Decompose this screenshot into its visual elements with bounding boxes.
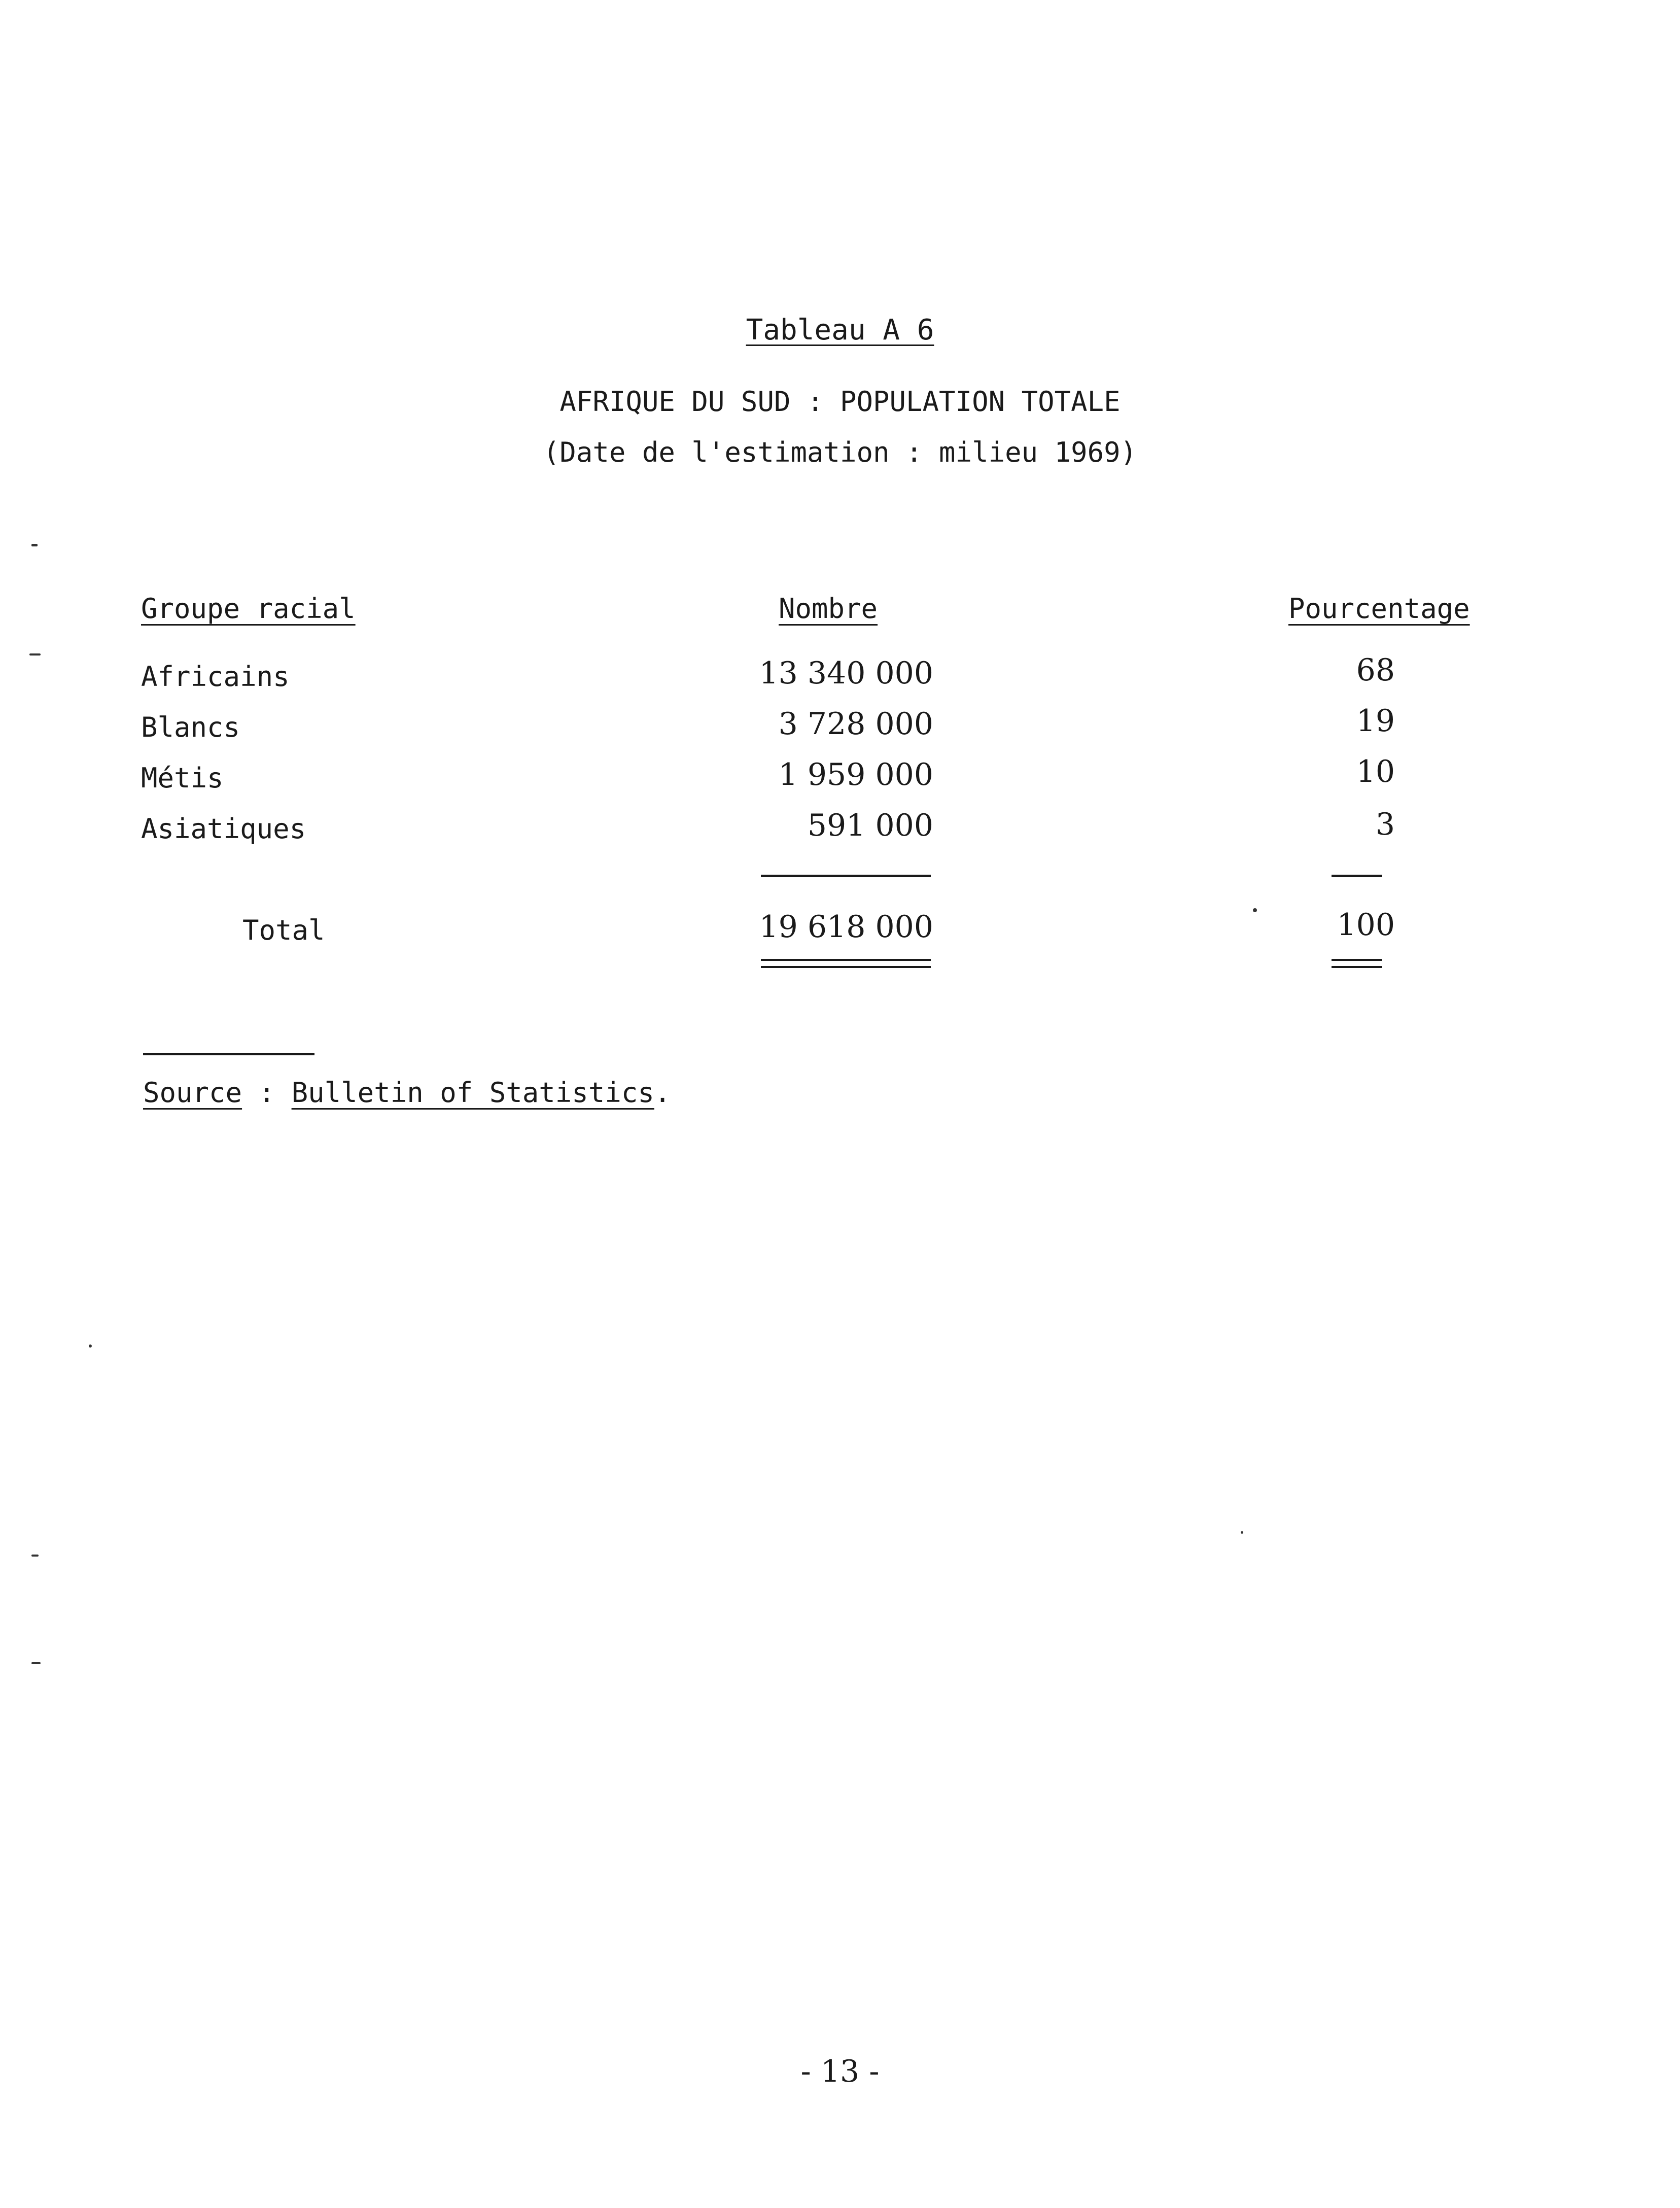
table-label-text: Tableau A 6 — [746, 314, 934, 347]
subtotal-rule-percent — [1332, 875, 1382, 877]
total-double-rule-number-top — [761, 959, 931, 961]
scan-speck — [1241, 1531, 1243, 1534]
row-number-metis: 1 959 000 — [778, 757, 933, 792]
row-percent-blancs: 19 — [1356, 703, 1395, 739]
scan-speck — [89, 1344, 92, 1348]
scan-speck — [1253, 908, 1257, 912]
total-double-rule-percent-bottom — [1332, 966, 1382, 968]
row-percent-metis: 10 — [1356, 754, 1395, 789]
column-header-group: Groupe racial — [141, 593, 356, 625]
source-line — [143, 1077, 671, 1109]
row-number-asiatiques: 591 000 — [807, 808, 933, 843]
table-label — [0, 314, 1680, 347]
row-number-africains: 13 340 000 — [759, 656, 933, 691]
row-label-metis: Métis — [141, 762, 224, 794]
total-label: Total — [242, 914, 325, 946]
row-number-blancs: 3 728 000 — [778, 706, 933, 742]
source-separator: : — [258, 1077, 275, 1109]
scan-speck — [31, 1555, 39, 1557]
row-percent-asiatiques: 3 — [1375, 807, 1395, 842]
column-header-number: Nombre — [779, 593, 878, 625]
source-separator-rule — [143, 1053, 314, 1055]
row-label-blancs: Blancs — [141, 711, 240, 743]
total-number: 19 618 000 — [759, 909, 933, 945]
source-label: Source — [143, 1077, 242, 1109]
subtotal-rule-number — [761, 875, 931, 877]
scan-speck — [29, 653, 41, 656]
scan-speck — [31, 544, 38, 546]
table-subheading: (Date de l'estimation : milieu 1969) — [543, 436, 1137, 468]
source-end: . — [654, 1077, 671, 1109]
total-double-rule-number-bottom — [761, 966, 931, 968]
source-text: Bulletin of Statistics — [291, 1077, 654, 1109]
scan-speck — [31, 1662, 41, 1664]
column-header-percent: Pourcentage — [1288, 593, 1470, 625]
row-percent-africains: 68 — [1356, 652, 1395, 688]
row-label-asiatiques: Asiatiques — [141, 813, 306, 845]
row-label-africains: Africains — [141, 661, 290, 693]
total-double-rule-percent-top — [1332, 959, 1382, 961]
table-heading: AFRIQUE DU SUD : POPULATION TOTALE — [559, 386, 1121, 418]
total-percent: 100 — [1337, 907, 1395, 943]
page-number: - 13 - — [800, 2054, 880, 2089]
